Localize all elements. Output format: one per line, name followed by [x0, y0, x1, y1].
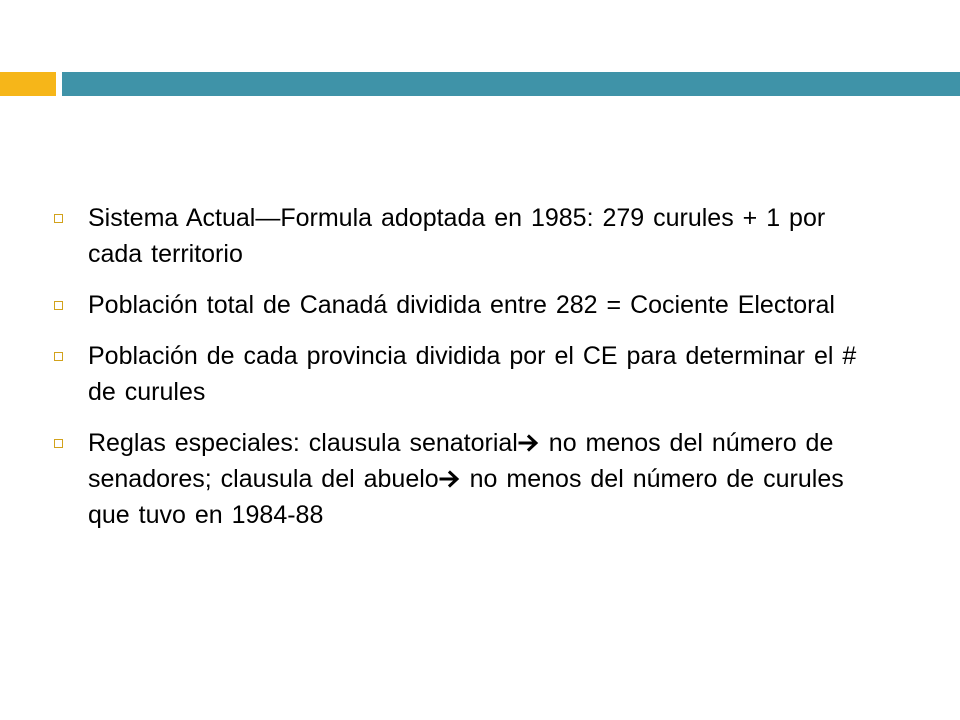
list-item	[46, 287, 886, 323]
header-accent-bar	[0, 72, 56, 96]
list-item-text: Sistema Actual—Formula adoptada en 1985: 279 curules + 1 por cada territorio	[88, 204, 826, 268]
list-item-text-part-2: no menos del número de senadores; clausula del abuelo	[88, 429, 834, 493]
right-arrow-icon	[439, 469, 461, 489]
list-item-text: Población total de Canadá dividida entre 282 = Cociente Electoral	[88, 291, 835, 319]
list-item-text-part-1: Reglas especiales: clausula senatorial	[88, 429, 518, 457]
list-item-text-part-3: no menos del número de curules que tuvo en 1984-88	[88, 465, 844, 529]
right-arrow-icon	[518, 433, 540, 453]
list-item-text: Población de cada provincia dividida por el CE para determinar el # de curules	[88, 342, 857, 406]
list-item	[46, 338, 886, 410]
header-bar	[62, 72, 960, 96]
square-bullet-icon	[54, 439, 63, 448]
list-item	[46, 425, 886, 533]
square-bullet-icon	[54, 214, 63, 223]
bullet-list	[46, 200, 886, 548]
square-bullet-icon	[54, 352, 63, 361]
square-bullet-icon	[54, 301, 63, 310]
list-item	[46, 200, 886, 272]
